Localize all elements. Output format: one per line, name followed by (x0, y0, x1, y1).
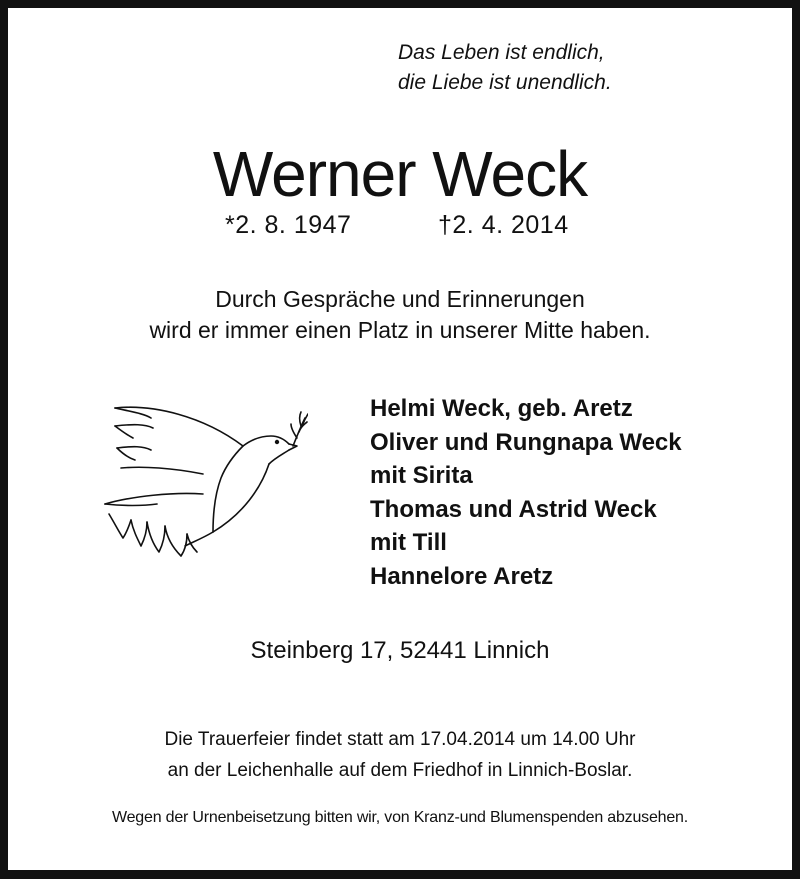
family-member: mit Till (370, 529, 447, 557)
family-member: Thomas und Astrid Weck (370, 495, 657, 523)
funeral-line-2: an der Leichenhalle auf dem Friedhof in Linnich-Boslar. (167, 760, 633, 781)
motto-line-1: Durch Gespräche und Erinnerungen (215, 286, 585, 312)
funeral-info (8, 724, 792, 786)
death-date: †2. 4. 2014 (438, 211, 569, 239)
family-member: Helmi Weck, geb. Aretz (370, 395, 633, 422)
family-members (370, 392, 682, 594)
dove-with-olive-branch-icon (93, 396, 308, 576)
motto-line-2: wird er immer einen Platz in unserer Mitte haben. (149, 317, 651, 343)
family-member: Hannelore Aretz (370, 562, 554, 590)
address: Steinberg 17, 52441 Linnich (250, 637, 550, 664)
memorial-motto (8, 284, 792, 346)
deceased-name: Werner Weck (212, 138, 588, 210)
birth-date: *2. 8. 1947 (225, 211, 352, 239)
quote-line-1: Das Leben ist endlich, (398, 41, 605, 64)
family-member: Oliver und Rungnapa Weck (370, 428, 682, 456)
quote-line-2: die Liebe ist unendlich. (398, 71, 612, 94)
family-member: mit Sirita (370, 462, 473, 490)
funeral-line-1: Die Trauerfeier findet statt am 17.04.2014 um 14.00 Uhr (164, 729, 636, 750)
quote (398, 38, 612, 98)
donation-note: Wegen der Urnenbeisetzung bitten wir, von Kranz-und Blumenspenden abzusehen. (112, 809, 688, 826)
